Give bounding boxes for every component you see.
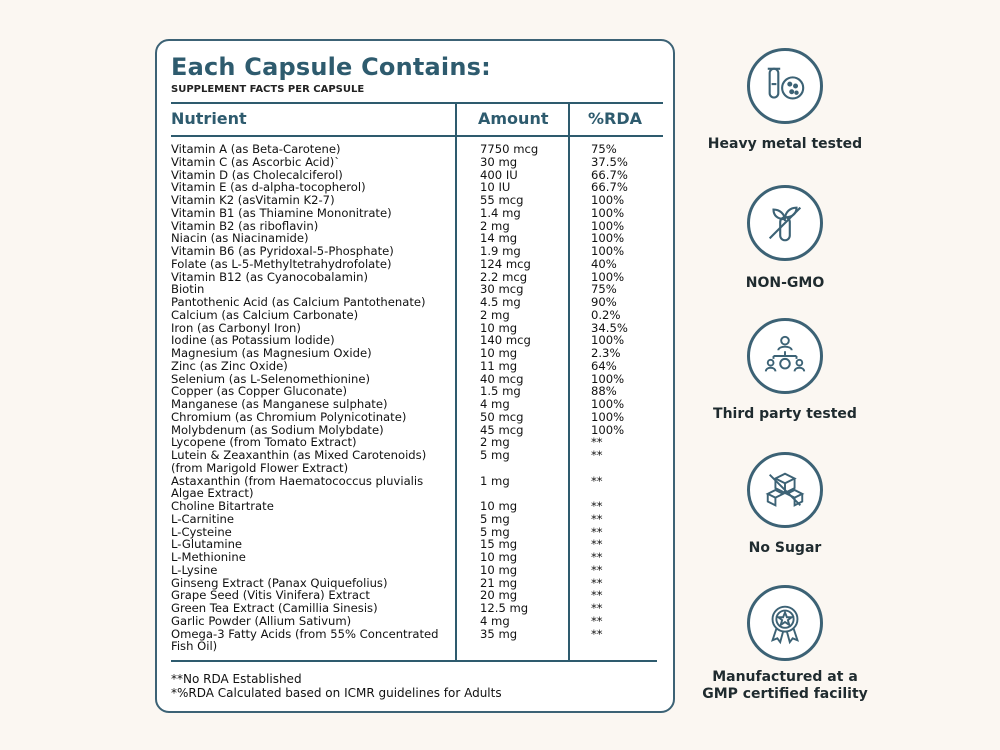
nutrient-rda: ** [591,537,603,552]
table-row [171,551,661,564]
nutrient-amount: 1.4 mg [480,205,521,220]
table-row [171,564,661,577]
nutrient-amount: 10 IU [480,180,511,195]
nutrient-rda: 0.2% [591,307,621,322]
nutrient-name: Copper (as Copper Gluconate) [171,384,348,399]
nutrient-name: Choline Bitartrate [171,499,274,513]
nutrient-amount: 10 mg [480,499,518,513]
nutrient-rda: 90% [591,295,617,309]
nutrient-amount: 4 mg [480,397,510,411]
footnote-no-rda: **No RDA Established [171,672,302,686]
panel-title: Each Capsule Contains: [171,53,491,81]
nutrient-amount: 2.2 mcg [480,269,528,284]
nutrient-amount: 2 mg [480,435,510,450]
nutrient-amount: 35 mg [480,626,518,641]
nutrient-name: L-Cysteine [171,524,232,539]
nutrient-amount: 15 mg [480,537,518,552]
header-bottom-rule [171,135,663,137]
nutrient-amount: 14 mg [480,231,518,246]
table-bottom-rule [171,660,657,662]
nutrient-rda: 37.5% [591,154,628,169]
footnote-icmr: *%RDA Calculated based on ICMR guidelines for Adults [171,686,502,700]
table-row [171,500,661,513]
nutrient-rda: 100% [591,371,625,386]
nutrient-name: Biotin [171,282,205,297]
nutrient-amount: 55 mcg [480,193,524,207]
nutrient-rda: 64% [591,358,617,373]
badge-label: Third party tested [713,406,857,422]
nutrient-name: Iron (as Carbonyl Iron) [171,320,301,335]
nutrient-amount: 21 mg [480,575,518,590]
nutrient-rda: ** [591,601,603,615]
nutrient-amount: 5 mg [480,448,510,462]
table-row [171,411,661,424]
plant-in-test-tube-icon [747,185,823,261]
nutrient-rda: ** [591,562,603,577]
nutrient-amount: 7750 mcg [480,142,539,156]
badge-third-party [700,318,870,423]
table-row [171,296,661,309]
nutrient-name: Zinc (as Zinc Oxide) [171,358,288,373]
nutrient-amount: 400 IU [480,167,518,182]
nutrient-amount: 4.5 mg [480,295,521,309]
nutrient-amount: 50 mcg [480,409,524,424]
nutrient-name: Folate (as L-5-Methyltetrahydrofolate) [171,256,392,271]
nutrient-name: L-Glutamine [171,537,243,552]
nutrient-name: Vitamin B6 (as Pyridoxal-5-Phosphate) [171,244,394,258]
nutrient-name: Omega-3 Fatty Acids (from 55% Concentrated Fish Oil) [171,626,439,654]
nutrient-amount: 4 mg [480,613,510,628]
nutrient-amount: 20 mg [480,588,518,603]
table-row [171,398,661,411]
nutrient-name: Astaxanthin (from Haematococcus pluvialis Algae Extract) [171,473,424,501]
panel-subtitle: SUPPLEMENT FACTS PER CAPSULE [171,84,365,95]
nutrient-name: Lutein & Zeaxanthin (as Mixed Carotenoids) (from Marigold Flower Extract) [171,448,427,475]
nutrient-rda: 2.3% [591,346,621,360]
nutrient-name: L-Carnitine [171,511,235,526]
nutrient-amount: 30 mg [480,154,518,169]
table-row [171,475,661,501]
badge-non-gmo [700,185,870,292]
table-row [171,194,661,207]
nutrient-rda: 100% [591,244,625,258]
nutrient-rda: 100% [591,397,625,411]
nutrient-rda: 88% [591,384,617,399]
table-row [171,615,661,628]
nutrient-rda: ** [591,613,603,628]
nutrient-name: Vitamin B2 (as riboflavin) [171,218,319,233]
table-row [171,449,661,475]
test-tube-petri-dish-icon [747,48,823,124]
table-row [171,360,661,373]
nutrient-amount: 10 mg [480,346,518,360]
nutrient-rda: 100% [591,333,625,348]
nutrient-amount: 10 mg [480,320,518,335]
nutrient-amount: 124 mcg [480,256,531,271]
table-row [171,271,661,284]
nutrient-rda: 75% [591,282,617,297]
nutrient-name: L-Lysine [171,562,218,577]
badge-gmp [700,585,870,703]
nutrient-name: Pantothenic Acid (as Calcium Pantothenate) [171,295,426,309]
nutrient-rda: 100% [591,205,625,220]
badge-label: Heavy metal tested [707,136,863,152]
nutrient-rda: 66.7% [591,167,628,182]
nutrient-rda: 66.7% [591,180,628,195]
nutrient-name: Vitamin B1 (as Thiamine Mononitrate) [171,205,392,220]
nutrient-name: Calcium (as Calcium Carbonate) [171,307,359,322]
badge-label: No Sugar [748,540,822,556]
nutrient-name: Vitamin A (as Beta-Carotene) [171,142,341,156]
nutrient-rda: 100% [591,218,625,233]
award-medal-icon [747,585,823,661]
nutrient-name: Iodine (as Potassium Iodide) [171,333,335,348]
nutrient-name: Molybdenum (as Sodium Molybdate) [171,422,384,437]
nutrient-amount: 11 mg [480,358,518,373]
nutrient-amount: 10 mg [480,562,518,577]
nutrient-rda: 100% [591,193,625,207]
table-row [171,347,661,360]
nutrient-name: Garlic Powder (Allium Sativum) [171,613,352,628]
nutrient-rda: 100% [591,422,625,437]
rda-column-header: %RDA [588,109,643,128]
badge-label: NON-GMO [745,275,825,291]
table-row [171,513,661,526]
nutrient-rda: ** [591,588,603,603]
nutrient-name: Lycopene (from Tomato Extract) [171,435,357,450]
team-gear-icon [747,318,823,394]
nutrient-name: Vitamin C (as Ascorbic Acid)` [171,154,341,169]
nutrient-amount: 12.5 mg [480,601,529,615]
nutrient-amount: 1.9 mg [480,244,521,258]
nutrient-rda: ** [591,473,603,488]
table-row [171,207,661,220]
supplement-facts-panel [155,39,675,713]
table-row [171,258,661,271]
nutrient-amount: 140 mcg [480,333,531,348]
nutrient-rda: 100% [591,269,625,284]
nutrient-rda: ** [591,448,603,462]
nutrient-rda: ** [591,626,603,641]
nutrient-name: Green Tea Extract (Camillia Sinesis) [171,601,378,615]
badge-heavy-metal [700,48,870,153]
nutrient-table-body [171,143,661,653]
nutrient-name: Chromium (as Chromium Polynicotinate) [171,409,407,424]
table-row [171,526,661,539]
nutrient-rda: ** [591,499,603,513]
nutrient-amount: 1.5 mg [480,384,521,399]
nutrient-name: Manganese (as Manganese sulphate) [171,397,388,411]
nutrient-name: Vitamin E (as d-alpha-tocopherol) [171,180,366,195]
table-row [171,602,661,615]
nutrient-rda: ** [591,524,603,539]
nutrient-name: L-Methionine [171,550,246,564]
nutrient-name: Selenium (as L-Selenomethionine) [171,371,371,386]
table-row [171,156,661,169]
table-row [171,309,661,322]
nutrient-amount: 5 mg [480,511,510,526]
nutrient-name: Vitamin B12 (as Cyanocobalamin) [171,269,368,284]
nutrient-rda: ** [591,575,603,590]
nutrient-rda: ** [591,511,603,526]
header-top-rule [171,102,663,104]
nutrient-rda: 40% [591,256,617,271]
nutrient-name: Ginseng Extract (Panax Quiquefolius) [171,575,388,590]
nutrient-column-header: Nutrient [171,109,247,128]
nutrient-amount: 2 mg [480,307,510,322]
nutrient-amount: 2 mg [480,218,510,233]
nutrient-name: Magnesium (as Magnesium Oxide) [171,346,372,360]
amount-column-header: Amount [478,109,549,128]
nutrient-rda: 100% [591,409,625,424]
table-row [171,245,661,258]
badge-label: Manufactured at a GMP certified facility [702,669,868,702]
nutrient-rda: 75% [591,142,617,156]
nutrient-rda: ** [591,435,603,450]
nutrient-name: Grape Seed (Vitis Vinifera) Extract [171,588,370,603]
nutrient-amount: 10 mg [480,550,518,564]
table-row [171,143,661,156]
sugar-cubes-crossed-icon [747,452,823,528]
nutrient-name: Vitamin D (as Cholecalciferol) [171,167,343,182]
nutrient-amount: 40 mcg [480,371,524,386]
badge-no-sugar [700,452,870,557]
nutrient-amount: 5 mg [480,524,510,539]
nutrient-rda: 34.5% [591,320,628,335]
nutrient-amount: 1 mg [480,473,510,488]
nutrient-amount: 45 mcg [480,422,524,437]
table-row [171,628,661,654]
nutrient-amount: 30 mcg [480,282,524,297]
nutrient-rda: ** [591,550,603,564]
nutrient-name: Niacin (as Niacinamide) [171,231,309,246]
nutrient-name: Vitamin K2 (asVitamin K2-7) [171,193,335,207]
nutrient-rda: 100% [591,231,625,246]
